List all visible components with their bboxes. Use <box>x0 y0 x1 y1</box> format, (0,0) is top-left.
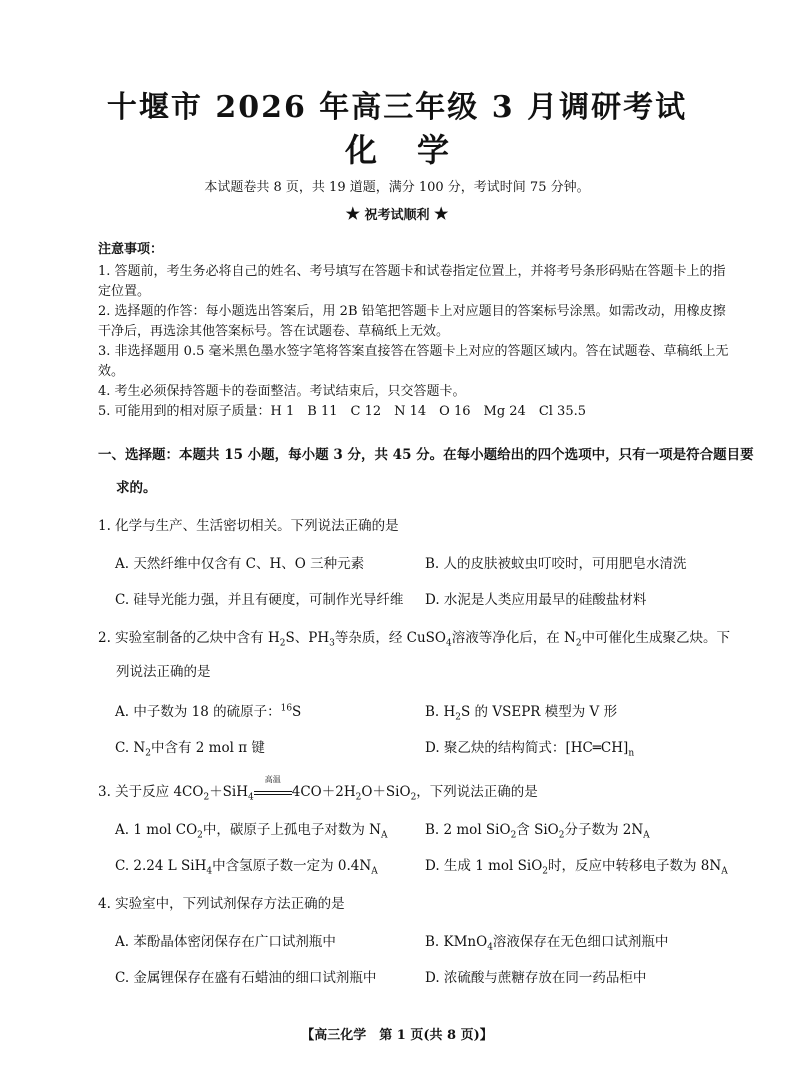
q2-stem-cont: 列说法正确的是 <box>116 664 211 680</box>
subject-title: 化学 <box>344 131 489 169</box>
notice-item-5: 5. 可能用到的相对原子质量：H 1 B 11 C 12 N 14 O 16 Mg 24 Cl 35.5 <box>98 404 586 419</box>
q1-option-a: A. 天然纤维中仅含有 C、H、O 三种元素 <box>115 556 365 572</box>
notice-title: 注意事项： <box>98 242 164 257</box>
notice-item-4: 4. 考生必须保持答题卡的卷面整洁。考试结束后，只交答题卡。 <box>98 384 466 399</box>
section-heading: 一、选择题：本题共 15 小题，每小题 3 分，共 45 分。在每小题给出的四个选项中，只有一项是符合题目要 <box>98 447 754 463</box>
page-footer: 【高三化学 第 1 页(共 8 页)】 <box>301 1028 493 1043</box>
polyacetylene-formula: [HC═CH] <box>565 740 629 756</box>
q2-option-a: A. 中子数为 18 的硫原子：$^{16}$S <box>115 703 302 720</box>
exam-title: 十堰市 2026 年高三年级 3 月调研考试 <box>106 90 688 125</box>
q3-option-b: B. 2 mol SiO$_2$含 SiO$_2$分子数为 $2N_A$ <box>425 822 650 841</box>
exam-info: 本试题卷共 8 页，共 19 道题，满分 100 分，考试时间 75 分钟。 <box>204 180 590 195</box>
q1-stem: 1. 化学与生产、生活密切相关。下列说法正确的是 <box>98 518 399 534</box>
wish-line <box>0 204 794 223</box>
q1-option-c: C. 硅导光能力强，并且有硬度，可制作光导纤维 <box>115 592 404 608</box>
q3-option-a: A. 1 mol $CO_2$中，碳原子上孤电子对数为 $N_A$ <box>115 822 388 841</box>
q4-option-a: A. 苯酚晶体密闭保存在广口试剂瓶中 <box>115 934 336 950</box>
q2-option-c: C. $N_2$中含有 2 mol π 键 <box>115 740 265 759</box>
q2-stem: 2. 实验室制备的乙炔中含有 $H_2S$、$PH_3$等杂质，经 CuSO$_4$溶液等净化后，在 $N_2$中可催化生成聚乙炔。下 <box>98 630 731 649</box>
notice-item-3: 3. 非选择题用 0.5 毫米黑色墨水签字笔将答案直接答在答题卡上对应的答题区域内。答在试题卷、草稿纸上无效。 <box>98 344 729 379</box>
q3-stem: 3. 关于反应 $4CO_2+SiH_4$ 高温 $4CO+2H_2O+SiO_2$，下列说法正确的是 <box>98 775 538 803</box>
q2-option-b: B. $H_2S$ 的 VSEPR 模型为 V 形 <box>425 704 618 723</box>
section-heading-cont: 求的。 <box>116 480 157 496</box>
q1-option-b: B. 人的皮肤被蚊虫叮咬时，可用肥皂水清洗 <box>425 556 687 572</box>
q4-stem: 4. 实验室中，下列试剂保存方法正确的是 <box>98 896 345 912</box>
q1-option-d: D. 水泥是人类应用最早的硅酸盐材料 <box>425 592 647 608</box>
wish-text: 祝考试顺利 <box>364 208 430 223</box>
q3-option-d: D. 生成 1 mol SiO$_2$时，反应中转移电子数为 $8N_A$ <box>425 858 728 877</box>
q4-option-b: B. KMnO$_4$溶液保存在无色细口试剂瓶中 <box>425 934 669 953</box>
q4-option-c: C. 金属锂保存在盛有石蜡油的细口试剂瓶中 <box>115 970 377 986</box>
q3-option-c: C. 2.24 L SiH$_4$中含氢原子数一定为 $0.4N_A$ <box>115 858 378 877</box>
q4-option-d: D. 浓硫酸与蔗糖存放在同一药品柜中 <box>425 970 647 986</box>
reaction-arrow: 高温 <box>254 784 292 800</box>
star-icon: ★ <box>434 204 449 223</box>
notice-item-1: 1. 答题前，考生务必将自己的姓名、考号填写在答题卡和试卷指定位置上，并将考号条形码贴在答题卡上的指定位置。 <box>98 264 726 299</box>
notice-item-2: 2. 选择题的作答：每小题选出答案后，用 2B 铅笔把答题卡上对应题目的答案标号涂黑。如需改动，用橡皮擦干净后，再选涂其他答案标号。答在试题卷、草稿纸上无效。 <box>98 304 726 339</box>
star-icon: ★ <box>345 204 360 223</box>
q2-option-d: D. 聚乙炔的结构简式：$[HC═CH]_n$ <box>425 740 635 759</box>
